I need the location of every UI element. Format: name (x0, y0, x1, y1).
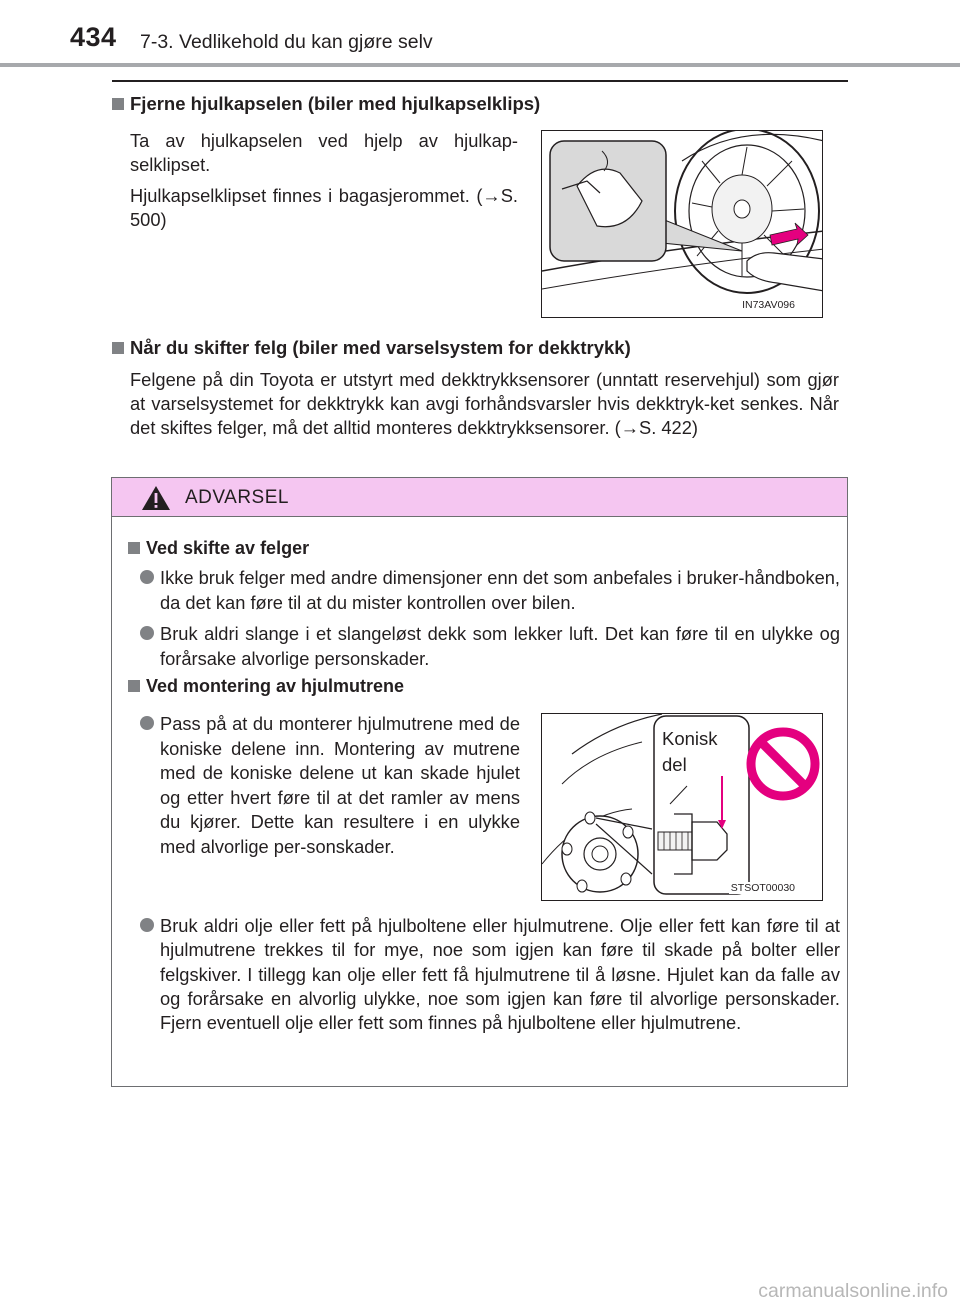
square-bullet-icon (128, 542, 140, 554)
hubcap-removal-figure (541, 130, 823, 318)
hubcap-text-2: Hjulkapselklipset finnes i bagasjerommet. (→S. 500) (130, 185, 518, 230)
warning-bullet: Ikke bruk felger med andre dimensjoner enn det som anbefales i bruker-håndboken, da det kan føre til at du mister kontrollen over bilen. (140, 566, 840, 615)
warning-bullet: Pass på at du monterer hjulmutrene med de koniske delene inn. Montering av mutrene med de koniske delene ut kan skade hjulet og etter hvert føre til at det ramler av mens du kjører. Dette kan resultere i en ulykke med alvorlige per-sonskader. (140, 712, 520, 860)
warning-subheading-lug-nuts: Ved montering av hjulmutrene (128, 676, 404, 697)
warning-triangle-icon (141, 485, 171, 511)
section-heading-hubcap: Fjerne hjulkapselen (biler med hjulkapselklips) (112, 93, 540, 115)
round-bullet-icon (140, 570, 154, 584)
figure-code: IN73AV096 (742, 299, 795, 311)
chapter-title: 7-3. Vedlikehold du kan gjøre selv (140, 31, 433, 53)
square-bullet-icon (128, 680, 140, 692)
square-bullet-icon (112, 342, 124, 354)
lug-nut-figure (541, 713, 823, 901)
watermark: carmanualsonline.info (758, 1280, 948, 1302)
round-bullet-icon (140, 918, 154, 932)
conical-part-label: Konisk del (662, 728, 718, 775)
rim-change-text: Felgene på din Toyota er utstyrt med dekktrykksensorer (unntatt reservehjul) som gjør at varselsystemet for dekktrykk kan avgi forhåndsvarsler hvis dekktryk-ket senkes. Når det skiftes felger, må det alltid monteres dekktrykksensorer. (→S. 422) (130, 369, 839, 438)
warning-bullet: Bruk aldri olje eller fett på hjulboltene eller hjulmutrene. Olje eller fett kan føre til at hjulmutrene trekkes til for mye, noe som igjen kan føre til skade på bolter eller felgskiver. I tillegg kan olje eller fett få hjulmutrene til å løsne. Hjulet kan da falle av og forårsake en alvorlig ulykke, noe som igjen kan føre til alvorlige personskader. Fjern eventuell olje eller fett som finnes på hjulboltene eller hjulmutrene. (140, 914, 840, 1035)
section-heading-rim-change: Når du skifter felg (biler med varselsystem for dekktrykk) (112, 337, 631, 359)
warning-box (111, 477, 848, 1087)
round-bullet-icon (140, 626, 154, 640)
hubcap-text-1: Ta av hjulkapselen ved hjelp av hjulkap-selklipset. (130, 130, 518, 175)
warning-bullet: Bruk aldri slange i et slangeløst dekk som lekker luft. Det kan føre til en ulykke og forårsake alvorlige personskader. (140, 622, 840, 671)
warning-title: ADVARSEL (185, 487, 289, 508)
warning-subheading-rims: Ved skifte av felger (128, 538, 309, 559)
header-divider (0, 63, 960, 67)
content-top-rule (112, 80, 848, 82)
page-number: 434 (70, 22, 117, 52)
hubcap-instructions (130, 129, 518, 239)
round-bullet-icon (140, 716, 154, 730)
hubcap-removal-illustration (542, 131, 823, 318)
figure-code: STSOT00030 (730, 882, 795, 894)
warning-header (112, 478, 847, 517)
square-bullet-icon (112, 98, 124, 110)
